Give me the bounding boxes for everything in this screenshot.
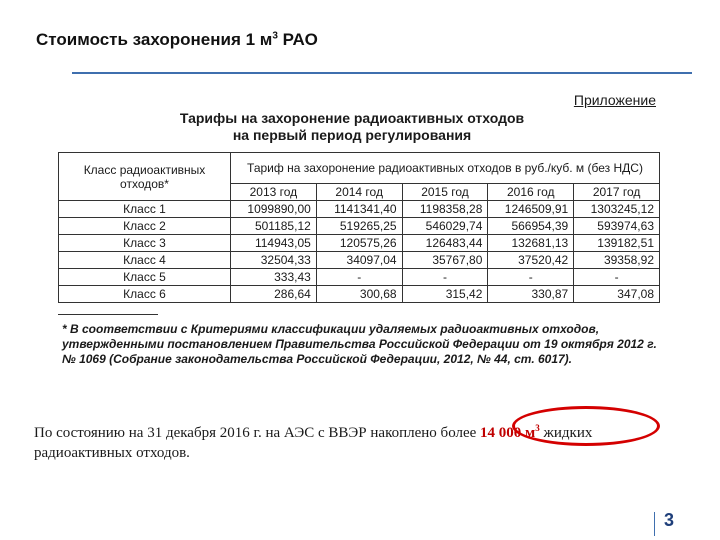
tariff-cell: -: [488, 269, 574, 286]
tariff-cell: 126483,44: [402, 235, 488, 252]
tariff-cell: 120575,26: [316, 235, 402, 252]
year-header: 2014 год: [316, 184, 402, 201]
table-row: [59, 286, 660, 303]
year-header: 2016 год: [488, 184, 574, 201]
tariff-cell: 34097,04: [316, 252, 402, 269]
year-header: 2015 год: [402, 184, 488, 201]
tariff-cell: 501185,12: [231, 218, 317, 235]
note-highlight-sup: 3: [535, 423, 540, 433]
tariff-cell: 330,87: [488, 286, 574, 303]
tariff-cell: 32504,33: [231, 252, 317, 269]
class-column-header: Класс радиоактивных отходов*: [59, 153, 231, 201]
slide-title: [36, 30, 318, 50]
year-header: 2013 год: [231, 184, 317, 201]
highlight-circle: [512, 406, 660, 446]
tariff-table-body: [59, 201, 660, 303]
tariff-cell: 347,08: [574, 286, 660, 303]
tariff-cell: 333,43: [231, 269, 317, 286]
document-title-line1: Тарифы на захоронение радиоактивных отходов: [179, 110, 525, 126]
tariff-cell: 39358,92: [574, 252, 660, 269]
tariff-cell: 1099890,00: [231, 201, 317, 218]
note-highlight: 14 000 м: [480, 425, 536, 441]
tariff-cell: 1141341,40: [316, 201, 402, 218]
note-text-before: По состоянию на 31 декабря 2016 г. на АЭС с ВВЭР накоплено более: [34, 425, 481, 441]
footnote-divider: [58, 314, 158, 315]
appendix-label: Приложение: [573, 92, 656, 108]
slide-title-sup: 3: [272, 30, 278, 42]
document-title-line2: на первый период регулирования: [232, 127, 472, 143]
class-cell: Класс 5: [59, 269, 231, 286]
class-cell: Класс 4: [59, 252, 231, 269]
footnote: * В соответствии с Критериями классификации удаляемых радиоактивных отходов, утвержденными постановлением Правительства Российской Федерации от 19 октября 2012 г. № 1069 (Собрание законодательства Российской Федерации, 2012, № 44, ст. 6017).: [62, 322, 657, 366]
table-row: [59, 201, 660, 218]
tariff-column-header: Тариф на захоронение радиоактивных отходов в руб./куб. м (без НДС): [231, 153, 660, 184]
page-number-divider: [654, 512, 655, 536]
tariff-cell: 300,68: [316, 286, 402, 303]
tariff-cell: 1303245,12: [574, 201, 660, 218]
note-text-after: жидких радиоактивных отходов.: [34, 425, 593, 461]
tariff-cell: 546029,74: [402, 218, 488, 235]
tariff-cell: 286,64: [231, 286, 317, 303]
tariff-cell: 1246509,91: [488, 201, 574, 218]
tariff-cell: 114943,05: [231, 235, 317, 252]
table-row: [59, 235, 660, 252]
tariff-cell: 37520,42: [488, 252, 574, 269]
tariff-table: [58, 152, 660, 303]
page-number: 3: [664, 510, 675, 530]
tariff-cell: 139182,51: [574, 235, 660, 252]
document-title: [152, 110, 552, 144]
table-row: [59, 218, 660, 235]
slide-title-suffix: РАО: [277, 30, 318, 49]
tariff-cell: 35767,80: [402, 252, 488, 269]
table-row: [59, 252, 660, 269]
class-cell: Класс 3: [59, 235, 231, 252]
class-cell: Класс 6: [59, 286, 231, 303]
tariff-cell: -: [574, 269, 660, 286]
class-cell: Класс 2: [59, 218, 231, 235]
table-row: [59, 269, 660, 286]
title-divider: [72, 72, 692, 74]
tariff-cell: 593974,63: [574, 218, 660, 235]
tariff-cell: 1198358,28: [402, 201, 488, 218]
tariff-cell: -: [402, 269, 488, 286]
slide-title-text: Стоимость захоронения 1 м: [36, 30, 273, 49]
tariff-cell: 566954,39: [488, 218, 574, 235]
class-cell: Класс 1: [59, 201, 231, 218]
tariff-cell: 315,42: [402, 286, 488, 303]
tariff-cell: 132681,13: [488, 235, 574, 252]
year-header: 2017 год: [574, 184, 660, 201]
tariff-cell: -: [316, 269, 402, 286]
tariff-cell: 519265,25: [316, 218, 402, 235]
